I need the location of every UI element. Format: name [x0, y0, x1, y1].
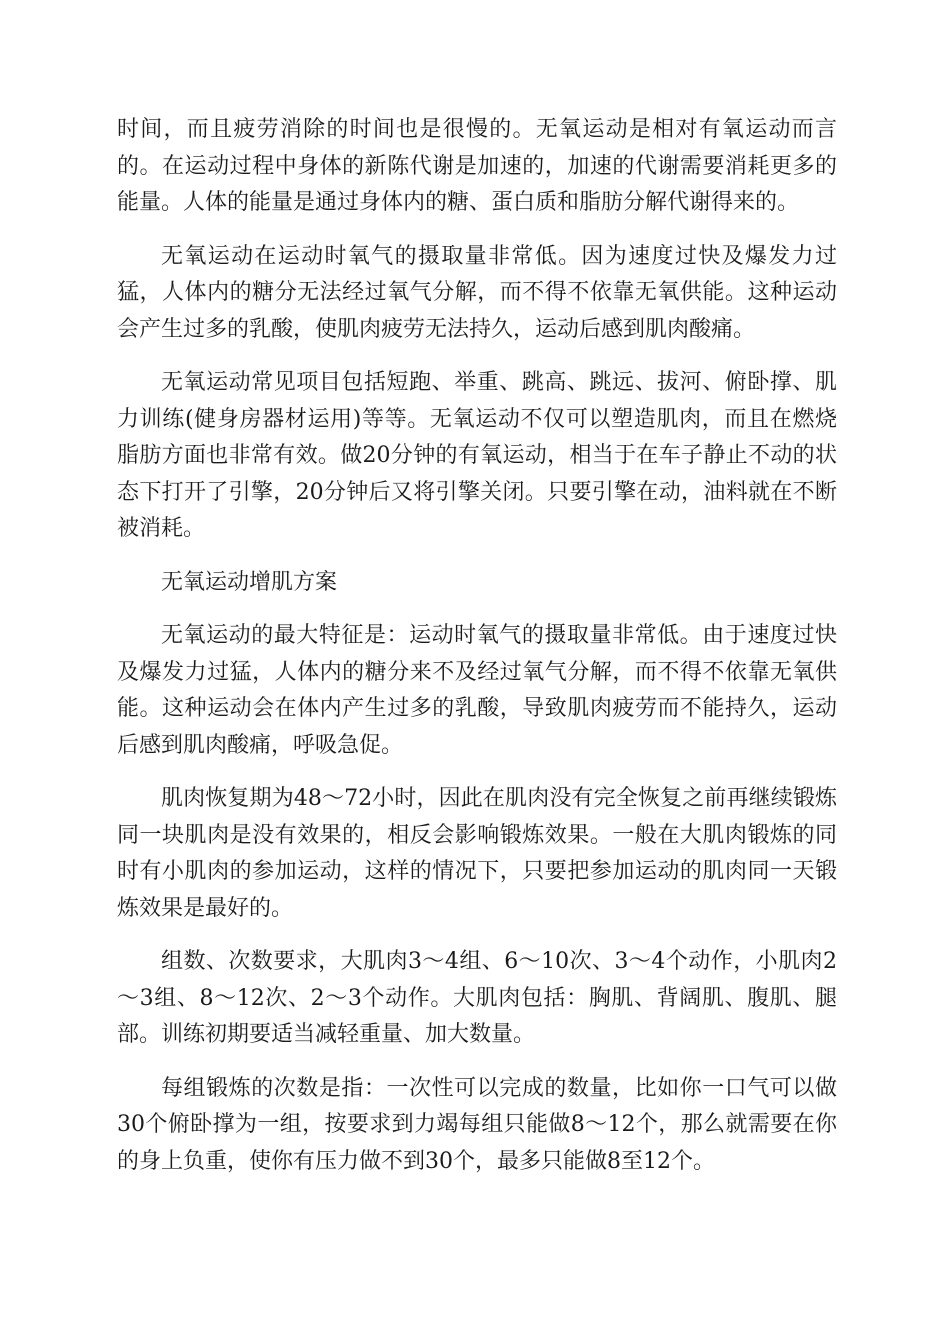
paragraph: 无氧运动的最大特征是：运动时氧气的摄取量非常低。由于速度过快及爆发力过猛，人体内的糖分来不及经过氧气分解，而不得不依靠无氧供能。这种运动会在体内产生过多的乳酸，导致肌肉疲劳而不能持久，运动后感到肌肉酸痛，呼吸急促。 [117, 623, 837, 758]
paragraph: 每组锻炼的次数是指：一次性可以完成的数量，比如你一口气可以做30个俯卧撑为一组，按要求到力竭每组只能做8～12个，那么就需要在你的身上负重，使你有压力做不到30个，最多只能做8至12个。 [117, 1075, 837, 1174]
paragraph: 时间，而且疲劳消除的时间也是很慢的。无氧运动是相对有氧运动而言的。在运动过程中身体的新陈代谢是加速的，加速的代谢需要消耗更多的能量。人体的能量是通过身体内的糖、蛋白质和脂肪分解代谢得来的。 [117, 117, 837, 215]
paragraph: 肌肉恢复期为48～72小时，因此在肌肉没有完全恢复之前再继续锻炼同一块肌肉是没有效果的，相反会影响锻炼效果。一般在大肌肉锻炼的同时有小肌肉的参加运动，这样的情况下，只要把参加运动的肌肉同一天锻炼效果是最好的。 [117, 786, 837, 921]
paragraph: 组数、次数要求，大肌肉3～4组、6～10次、3～4个动作，小肌肉2～3组、8～12次、2～3个动作。大肌肉包括：胸肌、背阔肌、腹肌、腿部。训练初期要适当减轻重量、加大数量。 [117, 949, 837, 1047]
paragraph: 无氧运动在运动时氧气的摄取量非常低。因为速度过快及爆发力过猛，人体内的糖分无法经过氧气分解，而不得不依靠无氧供能。这种运动会产生过多的乳酸，使肌肉疲劳无法持久，运动后感到肌肉酸痛。 [117, 243, 837, 342]
document-body [117, 112, 837, 1197]
section-heading: 无氧运动增肌方案 [161, 569, 338, 595]
paragraph: 无氧运动常见项目包括短跑、举重、跳高、跳远、拔河、俯卧撑、肌力训练(健身房器材运用)等等。无氧运动不仅可以塑造肌肉，而且在燃烧脂肪方面也非常有效。做20分钟的有氧运动，相当于在车子静止不动的状态下打开了引擎，20分钟后又将引擎关闭。只要引擎在动，油料就在不断被消耗。 [117, 370, 837, 541]
